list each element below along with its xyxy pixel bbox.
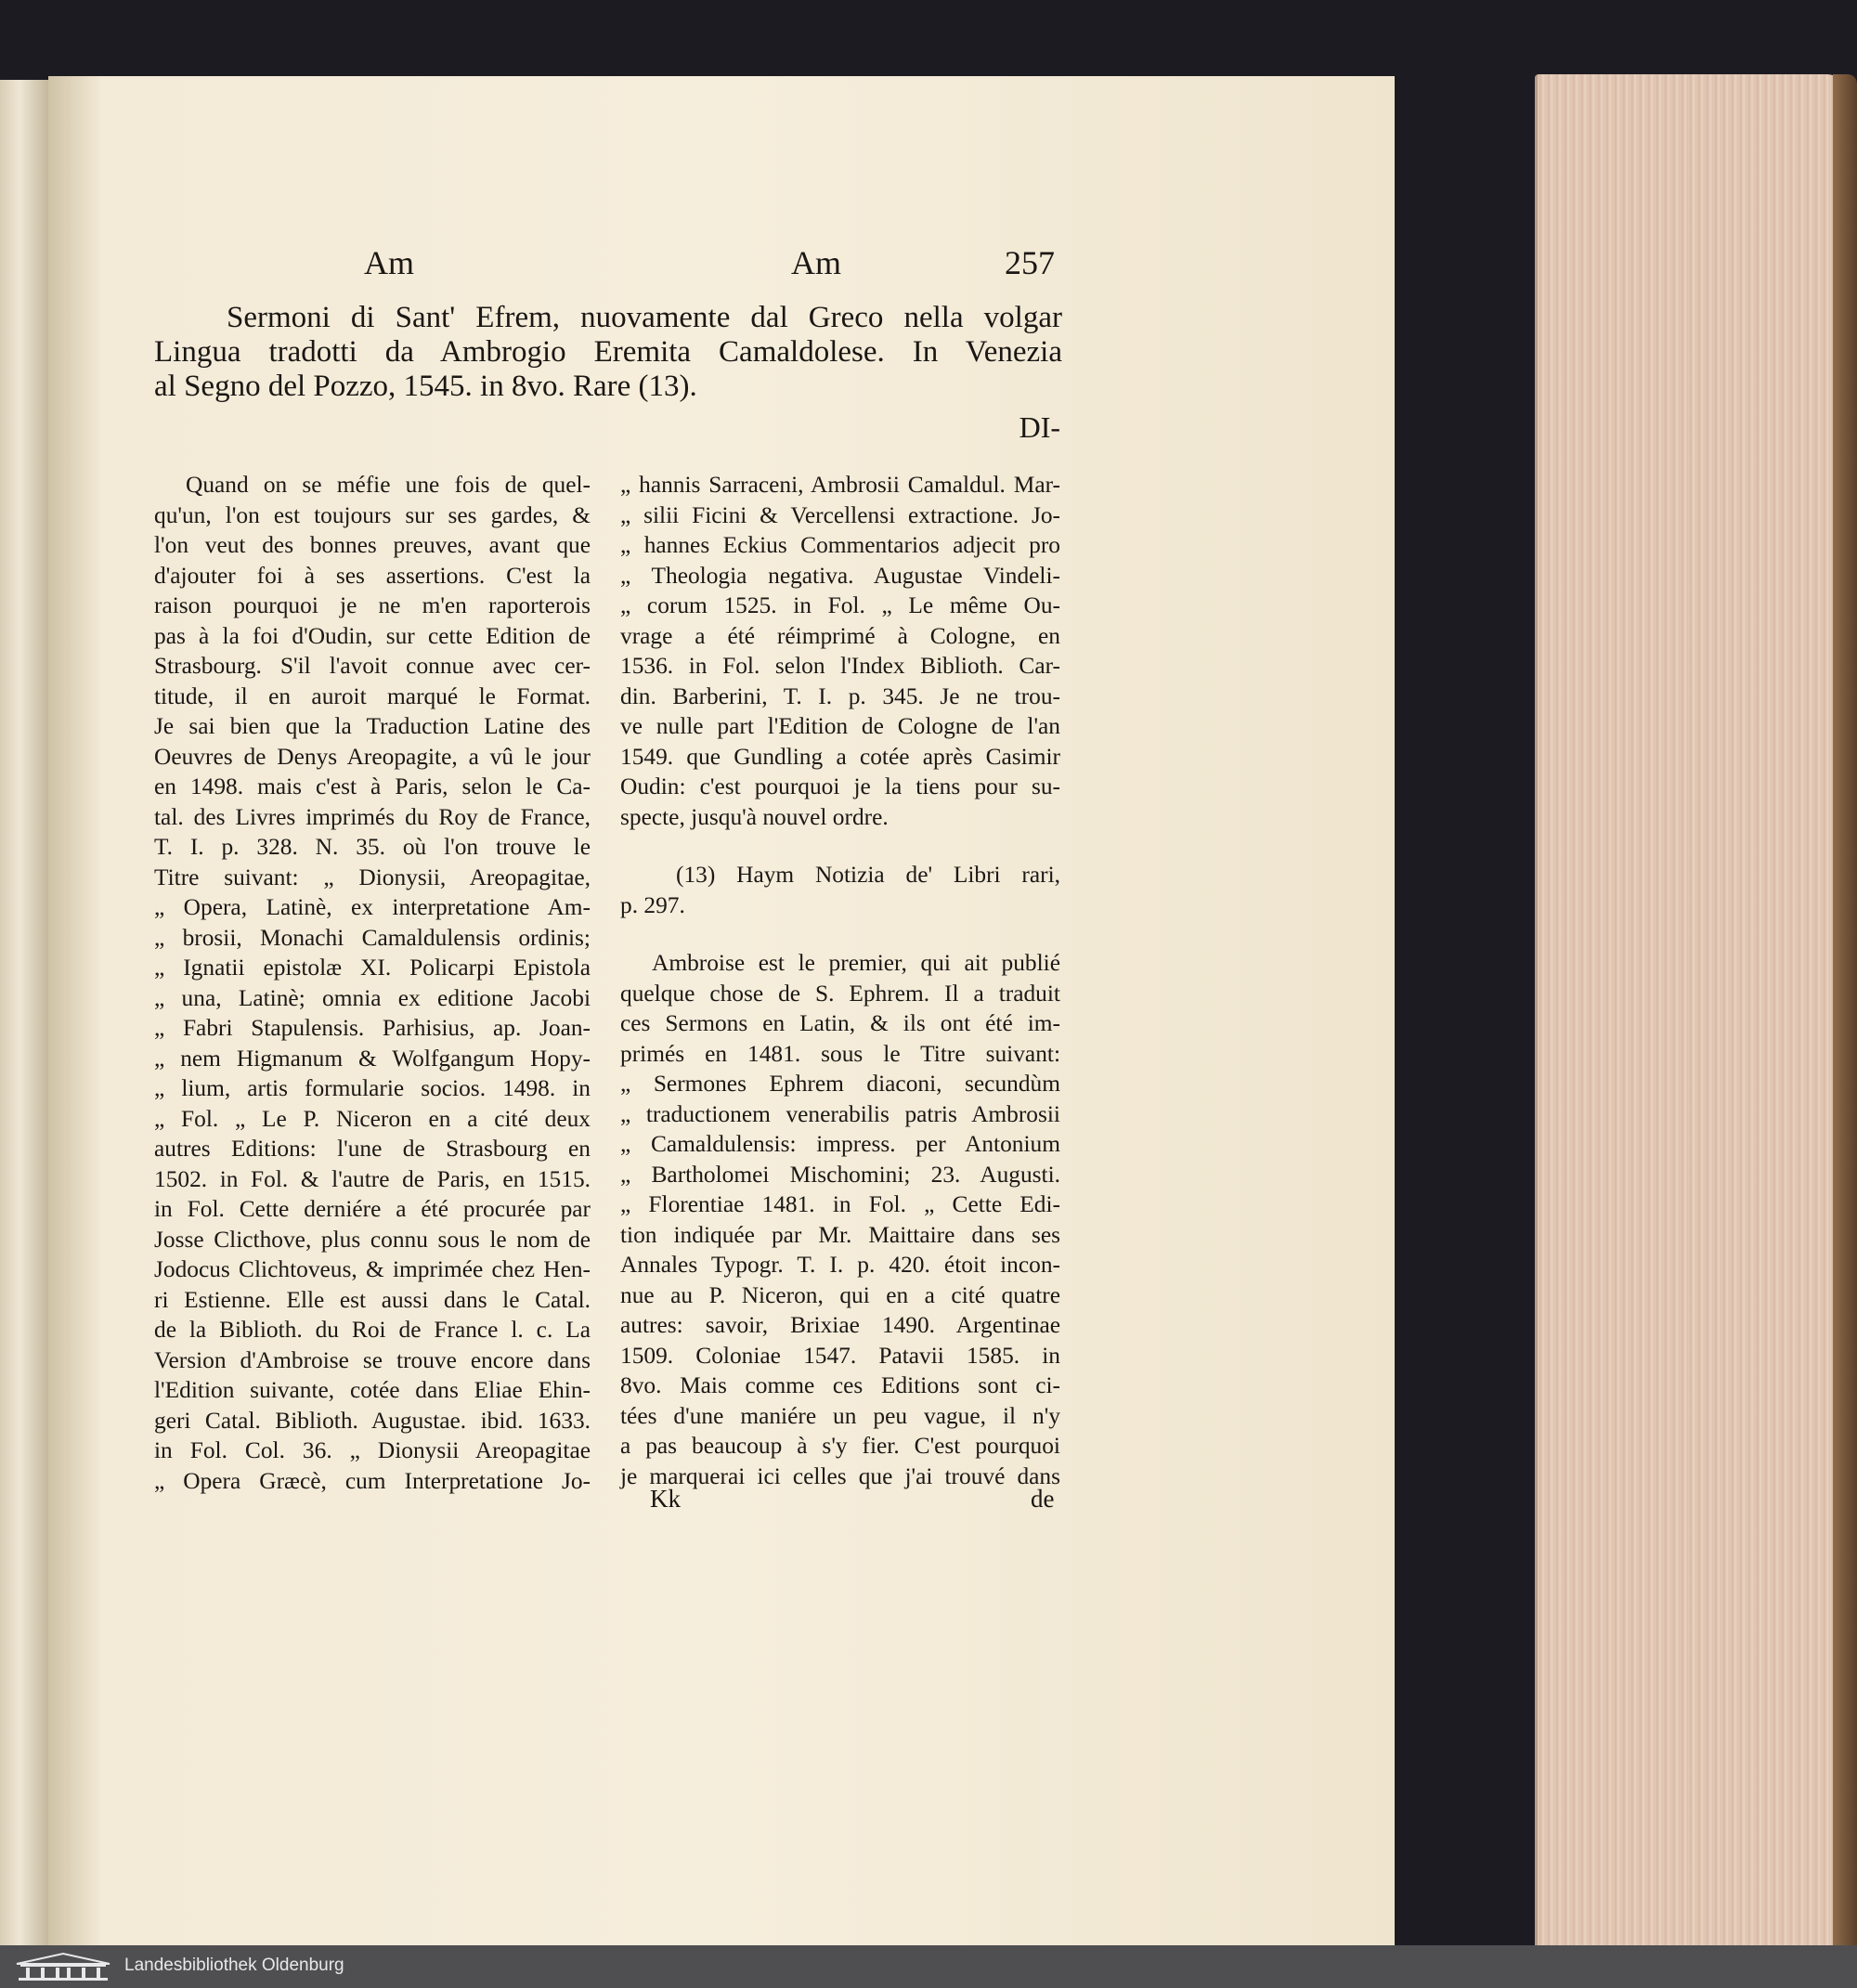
right-column-line: je marquerai ici celles que j'ai trouvé dans (620, 1462, 1060, 1489)
leather-cover-edge (1833, 74, 1857, 1959)
left-column-line: „ Opera Græcè, cum Interpretatione Jo- (154, 1467, 591, 1494)
right-column-line: Ambroise est le premier, qui ait publié (652, 950, 1060, 976)
left-page-edge (0, 80, 50, 1965)
footnote-line: (13) Haym Notizia de' Libri rari, (676, 862, 1060, 888)
right-column-line: primés en 1481. sous le Titre suivant: (620, 1040, 1060, 1067)
right-column-line: „ Theologia negativa. Augustae Vindeli- (620, 562, 1060, 589)
footnote-line: p. 297. (620, 891, 685, 918)
entry-line: Lingua tradotti da Ambrogio Eremita Camaldolese. In Venezia (154, 335, 1062, 369)
right-column-line: 1509. Coloniae 1547. Patavii 1585. in (620, 1342, 1060, 1369)
right-column-line: vrage a été réimprimé à Cologne, en (620, 622, 1060, 649)
right-column-line: „ corum 1525. in Fol. „ Le même Ou- (620, 592, 1060, 618)
left-column-line: d'ajouter foi à ses assertions. C'est la (154, 562, 591, 589)
right-column-line: quelque chose de S. Ephrem. Il a traduit (620, 980, 1060, 1007)
left-column-line: Titre suivant: „ Dionysii, Areopagitae, (154, 864, 591, 890)
signature-mark: Kk (650, 1485, 681, 1513)
library-building-logo-icon (13, 1951, 113, 1982)
left-text-column (154, 470, 591, 1496)
left-column-line: Oeuvres de Denys Areopagite, a vû le jour (154, 743, 591, 770)
left-column-line: Josse Clicthove, plus connu sous le nom de (154, 1226, 591, 1253)
right-column-line: „ traductionem venerabilis patris Ambrosii (620, 1100, 1060, 1127)
right-column-line: „ Camaldulensis: impress. per Antonium (620, 1131, 1060, 1157)
right-column-line: tées d'une maniére un peu vague, il n'y (620, 1402, 1060, 1429)
paragraph-gap (620, 920, 1060, 948)
left-column-line: tal. des Livres imprimés du Roy de France, (154, 803, 591, 830)
right-column-line: ve nulle part l'Edition de Cologne de l'an (620, 713, 1060, 739)
left-column-line: Je sai bien que la Traduction Latine des (154, 713, 591, 739)
left-column-line: en 1498. mais c'est à Paris, selon le Ca- (154, 773, 591, 799)
left-column-line: „ una, Latinè; omnia ex editione Jacobi (154, 984, 591, 1011)
left-column-line: „ nem Higmanum & Wolfgangum Hopy- (154, 1045, 591, 1072)
catchword-bottom: de (1031, 1485, 1055, 1513)
left-column-line: autres Editions: l'une de Strasbourg en (154, 1136, 591, 1162)
left-column-line: in Fol. Col. 36. „ Dionysii Areopagitae (154, 1437, 591, 1463)
right-column-line: ces Sermons en Latin, & ils ont été im- (620, 1010, 1060, 1036)
right-column-line: „ hannis Sarraceni, Ambrosii Camaldul. Mar- (620, 472, 1060, 498)
page-block-edges (1535, 74, 1844, 1950)
left-column-line: pas à la foi d'Oudin, sur cette Edition de (154, 622, 591, 649)
right-column-line: din. Barberini, T. I. p. 345. Je ne trou- (620, 682, 1060, 709)
right-column-line: a pas beaucoup à s'y fier. C'est pourquoi (620, 1433, 1060, 1459)
page-number: 257 (1005, 244, 1055, 281)
right-column-line: „ Bartholomei Mischomini; 23. Augusti. (620, 1161, 1060, 1188)
left-column-line: de la Biblioth. du Roi de France l. c. La (154, 1317, 591, 1343)
left-column-line: 1502. in Fol. & l'autre de Paris, en 1515. (154, 1165, 591, 1192)
right-column-line: specte, jusqu'à nouvel ordre. (620, 803, 889, 830)
left-column-line: Quand on se méfie une fois de quel- (186, 472, 591, 498)
left-column-line: titude, il en auroit marqué le Format. (154, 682, 591, 709)
right-column-line: „ Florentiae 1481. in Fol. „ Cette Edi- (620, 1191, 1060, 1217)
right-column-line: 1536. in Fol. selon l'Index Biblioth. Car- (620, 653, 1060, 679)
footnote (620, 860, 1060, 920)
catchword-top: DI- (1019, 410, 1060, 444)
right-column-line: „ silii Ficini & Vercellensi extractione. Jo- (620, 501, 1060, 528)
right-column-line: nue au P. Niceron, qui en a cité quatre (620, 1281, 1060, 1308)
right-text-column (620, 470, 1060, 1491)
right-column-line: Oudin: c'est pourquoi je la tiens pour su- (620, 773, 1060, 799)
right-column-line: 8vo. Mais comme ces Editions sont ci- (620, 1372, 1060, 1398)
left-column-line: „ Fol. „ Le P. Niceron en a cité deux (154, 1105, 591, 1132)
left-column-line: „ brosii, Monachi Camaldulensis ordinis; (154, 924, 591, 951)
left-column-line: Strasbourg. S'il l'avoit connue avec cer- (154, 653, 591, 679)
left-column-line: qu'un, l'on est toujours sur ses gardes, & (154, 501, 591, 528)
institution-name: Landesbibliothek Oldenburg (124, 1956, 344, 1975)
left-column-line: „ Fabri Stapulensis. Parhisius, ap. Joan- (154, 1015, 591, 1041)
left-column-line: l'on veut des bonnes preuves, avant que (154, 532, 591, 558)
running-head-center: Am (791, 244, 841, 281)
right-column-line: 1549. que Gundling a cotée après Casimir (620, 743, 1060, 770)
left-column-line: T. I. p. 328. N. 35. où l'on trouve le (154, 834, 591, 860)
left-column-line: „ Ignatii epistolæ XI. Policarpi Epistola (154, 955, 591, 981)
running-head-left: Am (364, 244, 414, 281)
entry-line: al Segno del Pozzo, 1545. in 8vo. Rare (13). (154, 370, 697, 403)
right-column-line: autres: savoir, Brixiae 1490. Argentinae (620, 1312, 1060, 1338)
left-column-line: Version d'Ambroise se trouve encore dans (154, 1346, 591, 1373)
bibliographic-entry (154, 301, 1062, 404)
left-column-line: in Fol. Cette derniére a été procurée par (154, 1196, 591, 1222)
left-column-line: geri Catal. Biblioth. Augustae. ibid. 1633. (154, 1407, 591, 1434)
left-column-line: „ Opera, Latinè, ex interpretatione Am- (154, 894, 591, 920)
paragraph-gap (620, 832, 1060, 860)
right-column-line: „ hannes Eckius Commentarios adjecit pro (620, 532, 1060, 558)
right-column-line: „ Sermones Ephrem diaconi, secundùm (620, 1071, 1060, 1097)
left-column-line: ri Estienne. Elle est aussi dans le Catal. (154, 1286, 591, 1313)
left-column-line: raison pourquoi je ne m'en raporterois (154, 592, 591, 618)
left-column-line: Jodocus Clichtoveus, & imprimée chez Hen- (154, 1256, 591, 1282)
right-column-line: tion indiquée par Mr. Maittaire dans ses (620, 1221, 1060, 1248)
left-column-line: l'Edition suivante, cotée dans Eliae Ehin- (154, 1377, 591, 1403)
entry-line: Sermoni di Sant' Efrem, nuovamente dal Greco nella volgar (227, 301, 1062, 334)
right-column-line: Annales Typogr. T. I. p. 420. étoit incon- (620, 1252, 1060, 1278)
left-column-line: „ lium, artis formularie socios. 1498. in (154, 1075, 591, 1101)
footer-bar (0, 1945, 1857, 1988)
